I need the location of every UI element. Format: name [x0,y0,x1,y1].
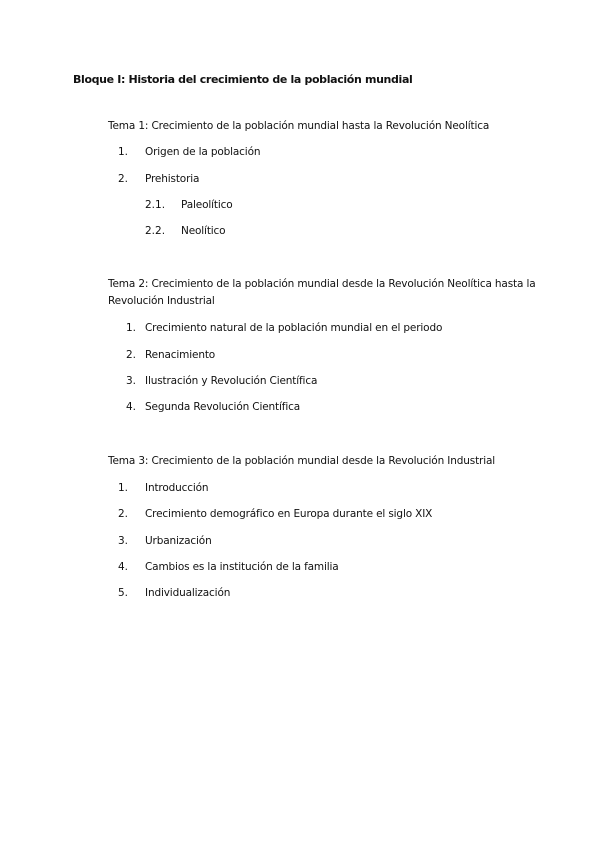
tema-3-item-5-number: 5. [118,587,129,599]
tema-2-item-2-label: Renacimiento [145,349,216,361]
tema-1-item-1-number: 1. [118,146,129,158]
page-title: Bloque I: Historia del crecimiento de la población mundial [73,73,413,86]
tema-3-item-1-label: Introducción [145,482,209,494]
tema-3-item-4-number: 4. [118,561,129,573]
tema-3-item-4-label: Cambios es la institución de la familia [145,561,339,573]
tema-2-item-4-label: Segunda Revolución Científica [145,401,301,413]
tema-1-item-1-label: Origen de la población [145,146,261,158]
tema-1-heading: Tema 1: Crecimiento de la población mundial hasta la Revolución Neolítica [108,120,490,132]
tema-1-subitem-2-number: 2.2. [145,225,166,237]
tema-2-item-1-label: Crecimiento natural de la población mundial en el periodo [145,322,443,334]
tema-3-heading: Tema 3: Crecimiento de la población mundial desde la Revolución Industrial [108,455,496,467]
tema-2-item-1-number: 1. [126,322,137,334]
tema-2-item-4-number: 4. [126,401,137,413]
tema-2-heading-line-1: Tema 2: Crecimiento de la población mundial desde la Revolución Neolítica hasta la [108,278,536,290]
tema-3-item-3-label: Urbanización [145,535,212,547]
tema-2-item-3-label: Ilustración y Revolución Científica [145,375,318,387]
tema-1-subitem-1-number: 2.1. [145,199,166,211]
tema-3-item-2-number: 2. [118,508,129,520]
tema-1-item-2-label: Prehistoria [145,173,200,185]
tema-3-item-2-label: Crecimiento demográfico en Europa durante el siglo XIX [145,508,433,520]
tema-1-item-2-number: 2. [118,173,129,185]
tema-3-item-5-label: Individualización [145,587,231,599]
tema-3-item-3-number: 3. [118,535,129,547]
tema-1-subitem-2-label: Neolítico [181,225,226,237]
tema-2-item-2-number: 2. [126,349,137,361]
tema-2-item-3-number: 3. [126,375,137,387]
tema-1-subitem-1-label: Paleolítico [181,199,233,211]
tema-2-heading-line-2: Revolución Industrial [108,295,215,307]
tema-3-item-1-number: 1. [118,482,129,494]
